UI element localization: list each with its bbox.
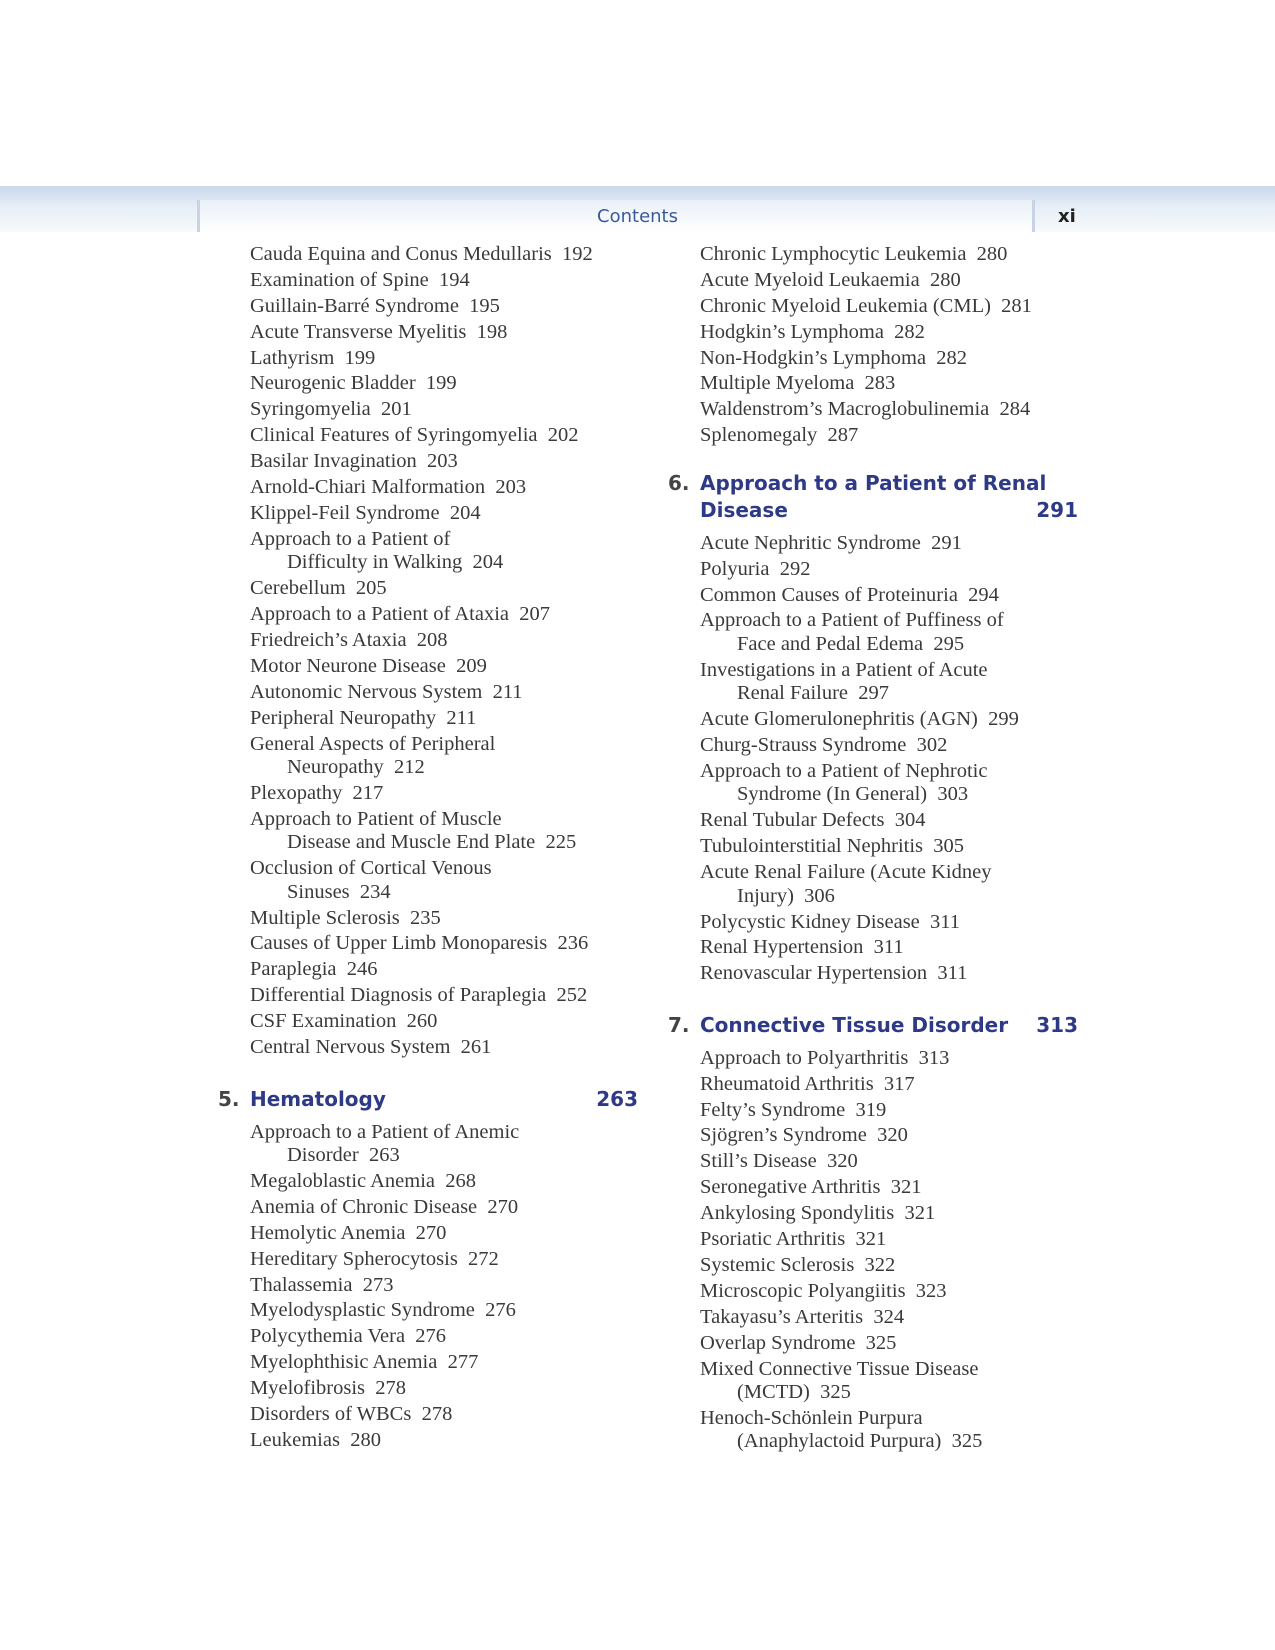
toc-entry-text: Acute Glomerulonephritis (AGN) 299 xyxy=(700,708,1019,731)
toc-entry-text: Peripheral Neuropathy 211 xyxy=(250,706,477,729)
toc-entry[interactable] xyxy=(218,372,638,396)
toc-entry-text: Central Nervous System 261 xyxy=(250,1036,492,1059)
toc-list xyxy=(218,243,638,1060)
toc-entry-text: Differential Diagnosis of Paraplegia 252 xyxy=(250,984,588,1007)
toc-entry[interactable] xyxy=(668,372,1078,396)
toc-entry[interactable] xyxy=(218,476,638,500)
toc-entry-text: Renovascular Hypertension 311 xyxy=(700,962,968,985)
toc-column-left xyxy=(218,243,638,1455)
toc-list xyxy=(218,1121,638,1453)
toc-entry[interactable] xyxy=(218,502,638,526)
toc-entry-text: Approach to a Patient of xyxy=(250,527,451,550)
toc-entry-text-continued: Injury) 306 xyxy=(737,884,835,907)
toc-entry[interactable] xyxy=(668,936,1078,960)
toc-entry-text: Chronic Lymphocytic Leukemia 280 xyxy=(700,243,1008,265)
toc-entry-text: Microscopic Polyangiitis 323 xyxy=(700,1279,947,1302)
page-number: xi xyxy=(1058,206,1076,227)
toc-entry[interactable] xyxy=(668,962,1078,986)
toc-entry[interactable] xyxy=(218,1351,638,1375)
toc-entry-text: Leukemias 280 xyxy=(250,1428,381,1451)
toc-entry-text: Hodgkin’s Lymphoma 282 xyxy=(700,320,925,343)
toc-entry-text: Guillain-Barré Syndrome 195 xyxy=(250,294,500,317)
toc-entry-text: Syringomyelia 201 xyxy=(250,398,412,421)
toc-entry[interactable] xyxy=(668,1358,1078,1405)
toc-entry[interactable] xyxy=(218,577,638,601)
toc-entry[interactable] xyxy=(668,734,1078,758)
toc-entry[interactable] xyxy=(218,932,638,956)
toc-entry[interactable] xyxy=(668,558,1078,582)
section-number: 7. xyxy=(668,1012,690,1037)
toc-entry-text: Splenomegaly 287 xyxy=(700,424,859,447)
section-number: 6. xyxy=(668,470,690,495)
toc-entry-text: Common Causes of Proteinuria 294 xyxy=(700,583,999,606)
section-title-continued: Disease xyxy=(700,497,788,522)
toc-section-heading[interactable] xyxy=(218,1086,638,1113)
toc-entry-text: Renal Hypertension 311 xyxy=(700,936,904,959)
toc-entry[interactable] xyxy=(668,861,1078,908)
toc-entry-text: Paraplegia 246 xyxy=(250,958,378,981)
toc-entry-text: Rheumatoid Arthritis 317 xyxy=(700,1072,915,1095)
toc-entry-text: Occlusion of Cortical Venous xyxy=(250,857,492,880)
toc-entry[interactable] xyxy=(218,1377,638,1401)
toc-entry-text: Plexopathy 217 xyxy=(250,781,384,804)
toc-entry-text: Systemic Sclerosis 322 xyxy=(700,1253,896,1276)
toc-entry[interactable] xyxy=(218,1248,638,1272)
toc-entry-text: Acute Transverse Myelitis 198 xyxy=(250,320,508,343)
toc-entry[interactable] xyxy=(668,1099,1078,1123)
toc-entry[interactable] xyxy=(668,911,1078,935)
toc-entry[interactable] xyxy=(668,1254,1078,1278)
toc-entry[interactable] xyxy=(218,269,638,293)
toc-entry-text-continued: (Anaphylactoid Purpura) 325 xyxy=(737,1430,983,1453)
toc-entry[interactable] xyxy=(668,1073,1078,1097)
toc-entry[interactable] xyxy=(668,584,1078,608)
toc-entry[interactable] xyxy=(668,835,1078,859)
toc-entry-text: Approach to a Patient of Anemic xyxy=(250,1120,520,1143)
toc-entry[interactable] xyxy=(668,1202,1078,1226)
toc-entry-text: Cerebellum 205 xyxy=(250,577,387,600)
toc-entry[interactable] xyxy=(218,347,638,371)
toc-entry-text-continued: Disorder 263 xyxy=(287,1144,400,1167)
toc-entry-text: Acute Renal Failure (Acute Kidney xyxy=(700,861,992,884)
toc-entry[interactable] xyxy=(668,609,1078,656)
toc-entry[interactable] xyxy=(218,655,638,679)
toc-entry-text: Takayasu’s Arteritis 324 xyxy=(700,1305,905,1328)
toc-entry-text-continued: Neuropathy 212 xyxy=(287,756,425,779)
toc-entry[interactable] xyxy=(668,398,1078,422)
toc-entry-text-continued: Difficulty in Walking 204 xyxy=(287,551,504,574)
toc-entry[interactable] xyxy=(218,321,638,345)
toc-list xyxy=(668,532,1078,986)
toc-entry[interactable] xyxy=(218,243,638,267)
toc-entry[interactable] xyxy=(218,1010,638,1034)
toc-entry[interactable] xyxy=(668,347,1078,371)
toc-entry-text: Mixed Connective Tissue Disease xyxy=(700,1357,979,1380)
toc-entry[interactable] xyxy=(218,1299,638,1323)
toc-entry[interactable] xyxy=(668,243,1078,267)
toc-entry-text: Friedreich’s Ataxia 208 xyxy=(250,628,448,651)
toc-entry[interactable] xyxy=(668,1332,1078,1356)
toc-entry[interactable] xyxy=(218,603,638,627)
toc-entry-text: Polyuria 292 xyxy=(700,557,811,580)
section-page: 291 xyxy=(1036,497,1078,522)
toc-entry-text: Still’s Disease 320 xyxy=(700,1150,858,1173)
toc-entry[interactable] xyxy=(218,984,638,1008)
toc-entry[interactable] xyxy=(218,808,638,855)
toc-entry-text: Autonomic Nervous System 211 xyxy=(250,680,523,703)
toc-entry-text: Multiple Myeloma 283 xyxy=(700,372,896,395)
toc-entry[interactable] xyxy=(218,707,638,731)
toc-entry-text: Henoch-Schönlein Purpura xyxy=(700,1406,923,1429)
toc-entry[interactable] xyxy=(218,1121,638,1168)
toc-entry[interactable] xyxy=(218,1222,638,1246)
toc-entry-text-continued: Disease and Muscle End Plate 225 xyxy=(287,831,577,854)
toc-entry-text: Overlap Syndrome 325 xyxy=(700,1331,897,1354)
toc-entry-text: Myelodysplastic Syndrome 276 xyxy=(250,1299,516,1322)
toc-entry-text: Lathyrism 199 xyxy=(250,346,376,369)
toc-entry-text: General Aspects of Peripheral xyxy=(250,732,496,755)
toc-entry[interactable] xyxy=(218,398,638,422)
toc-entry-text: Approach to Polyarthritis 313 xyxy=(700,1046,950,1069)
toc-entry[interactable] xyxy=(668,708,1078,732)
toc-entry-text: Examination of Spine 194 xyxy=(250,268,470,291)
toc-entry[interactable] xyxy=(668,1407,1078,1454)
section-page: 313 xyxy=(1036,1012,1078,1037)
toc-entry[interactable] xyxy=(668,424,1078,448)
toc-entry[interactable] xyxy=(218,733,638,780)
toc-entry-text: Cauda Equina and Conus Medullaris 192 xyxy=(250,243,593,265)
toc-entry[interactable] xyxy=(668,1124,1078,1148)
toc-entry[interactable] xyxy=(668,321,1078,345)
toc-entry[interactable] xyxy=(668,295,1078,319)
toc-entry-text: Clinical Features of Syringomyelia 202 xyxy=(250,424,579,447)
toc-entry[interactable] xyxy=(668,1228,1078,1252)
toc-entry-text: Acute Nephritic Syndrome 291 xyxy=(700,531,962,554)
toc-entry[interactable] xyxy=(218,857,638,904)
toc-entry-text-continued: (MCTD) 325 xyxy=(737,1381,851,1403)
toc-entry[interactable] xyxy=(218,907,638,931)
toc-entry-text: Renal Tubular Defects 304 xyxy=(700,809,926,832)
toc-entry-text: Thalassemia 273 xyxy=(250,1273,394,1296)
toc-section-heading[interactable] xyxy=(668,470,1078,524)
toc-entry-text: Myelofibrosis 278 xyxy=(250,1377,407,1400)
toc-entry-text: Investigations in a Patient of Acute xyxy=(700,658,988,681)
toc-entry-text: Disorders of WBCs 278 xyxy=(250,1402,453,1425)
toc-entry-text: Polycythemia Vera 276 xyxy=(250,1325,447,1348)
toc-entry[interactable] xyxy=(218,528,638,575)
toc-entry[interactable] xyxy=(668,1047,1078,1071)
toc-entry[interactable] xyxy=(668,659,1078,706)
toc-entry-text: Sjögren’s Syndrome 320 xyxy=(700,1124,908,1147)
toc-entry[interactable] xyxy=(668,269,1078,293)
toc-entry-text: Basilar Invagination 203 xyxy=(250,450,458,473)
toc-entry[interactable] xyxy=(218,782,638,806)
toc-entry-text: Hereditary Spherocytosis 272 xyxy=(250,1247,499,1270)
toc-entry-text: Tubulointerstitial Nephritis 305 xyxy=(700,835,965,858)
toc-column-right xyxy=(668,243,1078,1456)
section-title: Approach to a Patient of Renal xyxy=(700,470,1047,495)
toc-entry-text: Causes of Upper Limb Monoparesis 236 xyxy=(250,932,589,955)
toc-entry[interactable] xyxy=(218,1274,638,1298)
toc-entry[interactable] xyxy=(218,1196,638,1220)
toc-entry[interactable] xyxy=(668,1150,1078,1174)
toc-entry[interactable] xyxy=(218,1325,638,1349)
toc-entry[interactable] xyxy=(218,1429,638,1453)
toc-entry[interactable] xyxy=(218,958,638,982)
toc-entry-text-continued: Renal Failure 297 xyxy=(737,682,890,705)
toc-entry-text: Approach to a Patient of Puffiness of xyxy=(700,609,1004,632)
toc-section-heading[interactable] xyxy=(668,1012,1078,1039)
toc-entry[interactable] xyxy=(668,809,1078,833)
section-page: 263 xyxy=(596,1086,638,1111)
toc-entry[interactable] xyxy=(668,760,1078,807)
toc-entry-text-continued: Face and Pedal Edema 295 xyxy=(737,632,965,655)
toc-entry[interactable] xyxy=(218,1170,638,1194)
toc-list xyxy=(668,243,1078,448)
toc-entry-text: Approach to a Patient of Nephrotic xyxy=(700,759,988,782)
toc-entry-text: Multiple Sclerosis 235 xyxy=(250,906,441,929)
toc-entry-text: Ankylosing Spondylitis 321 xyxy=(700,1202,936,1225)
toc-entry-text: Acute Myeloid Leukaemia 280 xyxy=(700,268,961,291)
toc-entry-text-continued: Sinuses 234 xyxy=(287,880,391,903)
toc-entry-text: Approach to Patient of Muscle xyxy=(250,807,502,830)
toc-entry[interactable] xyxy=(668,1176,1078,1200)
toc-entry-text: CSF Examination 260 xyxy=(250,1010,438,1033)
toc-entry-text: Anemia of Chronic Disease 270 xyxy=(250,1195,519,1218)
toc-entry[interactable] xyxy=(218,1036,638,1060)
toc-entry-text: Megaloblastic Anemia 268 xyxy=(250,1169,477,1192)
toc-entry-text: Approach to a Patient of Ataxia 207 xyxy=(250,603,551,626)
toc-entry[interactable] xyxy=(668,1306,1078,1330)
toc-entry-text: Seronegative Arthritis 321 xyxy=(700,1176,922,1199)
toc-entry-text: Klippel-Feil Syndrome 204 xyxy=(250,501,481,524)
toc-entry[interactable] xyxy=(218,424,638,448)
toc-entry-text: Chronic Myeloid Leukemia (CML) 281 xyxy=(700,294,1032,317)
section-title: Hematology xyxy=(250,1086,386,1111)
toc-entry-text: Hemolytic Anemia 270 xyxy=(250,1221,447,1244)
toc-entry-text: Motor Neurone Disease 209 xyxy=(250,654,487,677)
toc-entry-text: Felty’s Syndrome 319 xyxy=(700,1098,887,1121)
toc-entry-text: Waldenstrom’s Macroglobulinemia 284 xyxy=(700,398,1031,421)
toc-entry-text: Non-Hodgkin’s Lymphoma 282 xyxy=(700,346,968,369)
toc-entry[interactable] xyxy=(218,450,638,474)
toc-entry[interactable] xyxy=(218,629,638,653)
toc-entry-text: Psoriatic Arthritis 321 xyxy=(700,1228,887,1251)
running-header-title: Contents xyxy=(597,206,678,227)
toc-entry-text-continued: Syndrome (In General) 303 xyxy=(737,783,969,806)
toc-entry-text: Arnold-Chiari Malformation 203 xyxy=(250,476,527,499)
section-number: 5. xyxy=(218,1086,240,1111)
toc-entry[interactable] xyxy=(668,1280,1078,1304)
toc-entry-text: Myelophthisic Anemia 277 xyxy=(250,1351,479,1374)
toc-entry-text: Churg-Strauss Syndrome 302 xyxy=(700,734,948,757)
toc-entry[interactable] xyxy=(668,532,1078,556)
section-title: Connective Tissue Disorder xyxy=(700,1012,1009,1037)
toc-entry[interactable] xyxy=(218,681,638,705)
toc-entry-text: Polycystic Kidney Disease 311 xyxy=(700,910,961,933)
toc-entry[interactable] xyxy=(218,1403,638,1427)
toc-entry[interactable] xyxy=(218,295,638,319)
toc-entry-text: Neurogenic Bladder 199 xyxy=(250,372,457,395)
toc-list xyxy=(668,1047,1078,1454)
